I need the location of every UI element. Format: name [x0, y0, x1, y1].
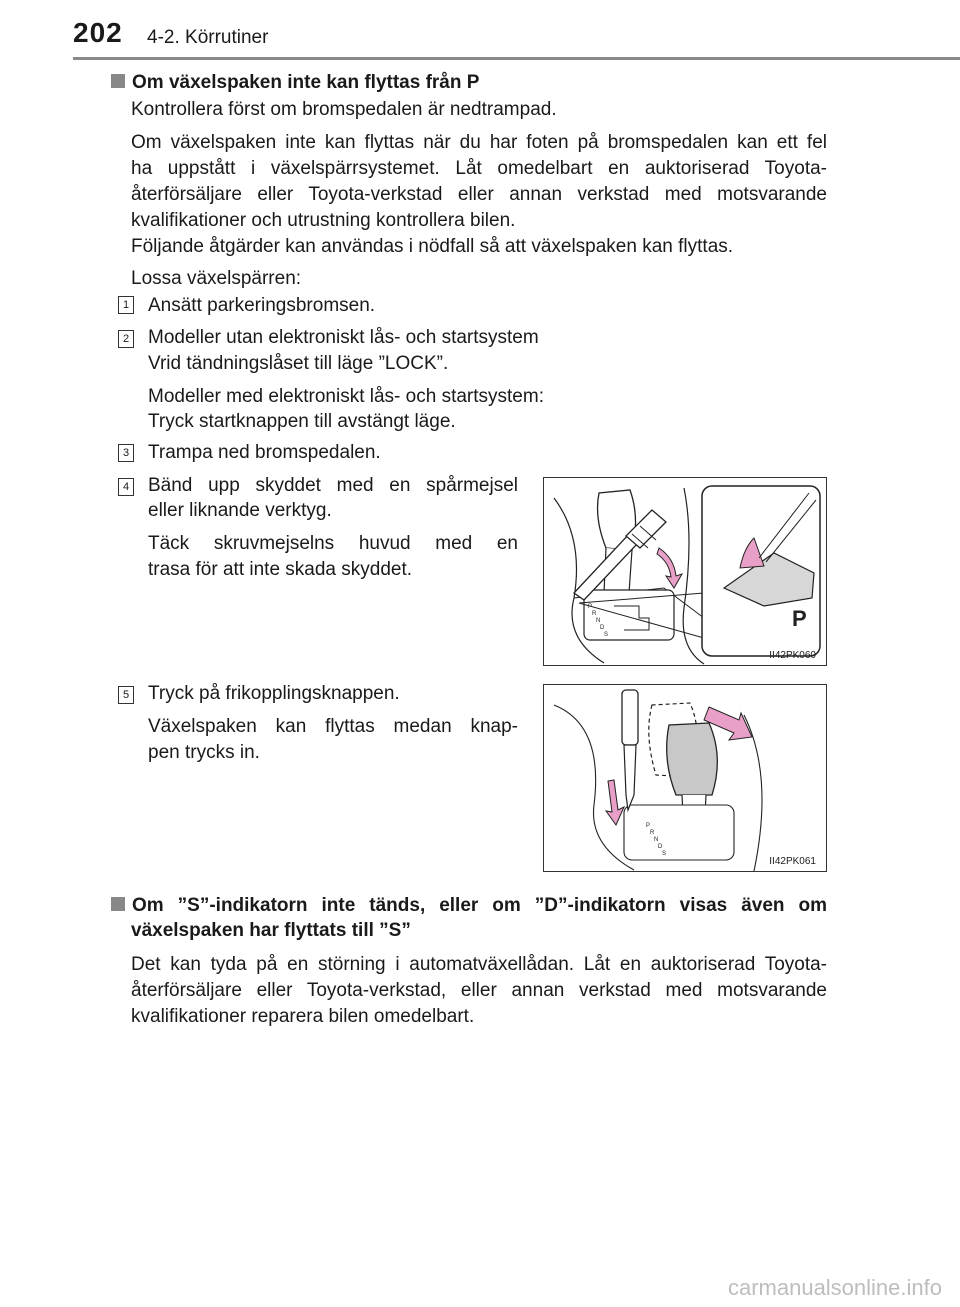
step-number: 2 [118, 330, 134, 348]
step-2-line: Modeller utan elektroniskt lås- och startsystem [148, 327, 539, 348]
release-button-illustration [544, 685, 826, 871]
step-4-extra-line: trasa för att inte skada skyddet. [148, 559, 413, 580]
section-heading-text: Om ”S”-indikatorn inte tänds, eller om ”D”-indikatorn visas även om [132, 895, 827, 916]
gear-letter: D [658, 844, 663, 850]
step-number: 3 [118, 444, 134, 462]
header-rule [73, 57, 960, 60]
gear-letter: P [588, 604, 592, 610]
step-5-extra-line: Växelspaken kan flyttas medan knap- [148, 716, 518, 737]
figure-pry-cover [543, 477, 827, 666]
step-5-text: Tryck på frikopplingsknappen. [148, 683, 400, 704]
gear-letter: S [662, 851, 667, 857]
gear-letter: D [600, 625, 605, 631]
step-5-extra-line: pen trycks in. [148, 742, 260, 763]
step-number: 5 [118, 686, 134, 704]
step-2-line: Vrid tändningslåset till läge ”LOCK”. [148, 353, 449, 374]
gear-letter: R [650, 830, 655, 836]
shift-lever-illustration [544, 478, 826, 665]
watermark: carmanualsonline.info [727, 1275, 942, 1300]
step-number: 1 [118, 296, 134, 314]
square-bullet-icon [111, 74, 125, 88]
paragraph-line: ha uppstått i växelspärrsystemet. Låt omedelbart en auktoriserad Toyota- [131, 158, 827, 179]
gear-letter: N [596, 618, 601, 624]
section-heading-indicator [111, 893, 827, 919]
section-heading-line: växelspaken har flyttats till ”S” [131, 920, 411, 941]
square-bullet-icon [111, 897, 125, 911]
inset-p-label: P [792, 606, 807, 631]
paragraph-line: kvalifikationer och utrustning kontrollera bilen. [131, 210, 516, 231]
step-number: 4 [118, 478, 134, 496]
paragraph-line: Om växelspaken inte kan flyttas när du har foten på bromspedalen kan ett fel [131, 132, 827, 153]
paragraph-line: kvalifikationer reparera bilen omedelbart. [131, 1006, 475, 1027]
figure-code: II42PK060 [769, 650, 816, 661]
gear-letter: R [592, 611, 597, 617]
step-4-line: Bänd upp skyddet med en spårmejsel [148, 475, 518, 496]
paragraph-check-brake: Kontrollera först om bromspedalen är nedtrampad. [131, 99, 557, 120]
step-2-extra-line: Modeller med elektroniskt lås- och startsystem: [148, 386, 544, 407]
step-4-line: eller liknande verktyg. [148, 500, 332, 521]
gear-letter: P [646, 823, 650, 829]
figure-release-button [543, 684, 827, 872]
step-4-extra-line: Täck skruvmejselns huvud med en [148, 533, 518, 554]
paragraph-line: Det kan tyda på en störning i automatväxellådan. Låt en auktoriserad Toyota- [131, 954, 827, 975]
gear-letter: N [654, 837, 659, 843]
page-number: 202 [73, 17, 123, 48]
section-heading-shift-lever [111, 70, 479, 96]
paragraph-line: återförsäljare eller Toyota-verkstad, eller annan verkstad med motsvarande [131, 980, 827, 1001]
step-3-text: Trampa ned bromspedalen. [148, 442, 381, 463]
step-1-text: Ansätt parkeringsbromsen. [148, 295, 376, 316]
paragraph-release-lock: Lossa växelspärren: [131, 268, 302, 289]
figure-code: II42PK061 [769, 856, 816, 867]
paragraph-line: Följande åtgärder kan användas i nödfall så att växelspaken kan flyttas. [131, 236, 734, 257]
step-2-extra-line: Tryck startknappen till avstängt läge. [148, 411, 456, 432]
chapter-title: 4-2. Körrutiner [147, 27, 269, 48]
gear-letter: S [604, 632, 609, 638]
paragraph-line: återförsäljare eller Toyota-verkstad eller annan verkstad med motsvarande [131, 184, 827, 205]
section-heading-text: Om växelspaken inte kan flyttas från P [132, 72, 480, 93]
